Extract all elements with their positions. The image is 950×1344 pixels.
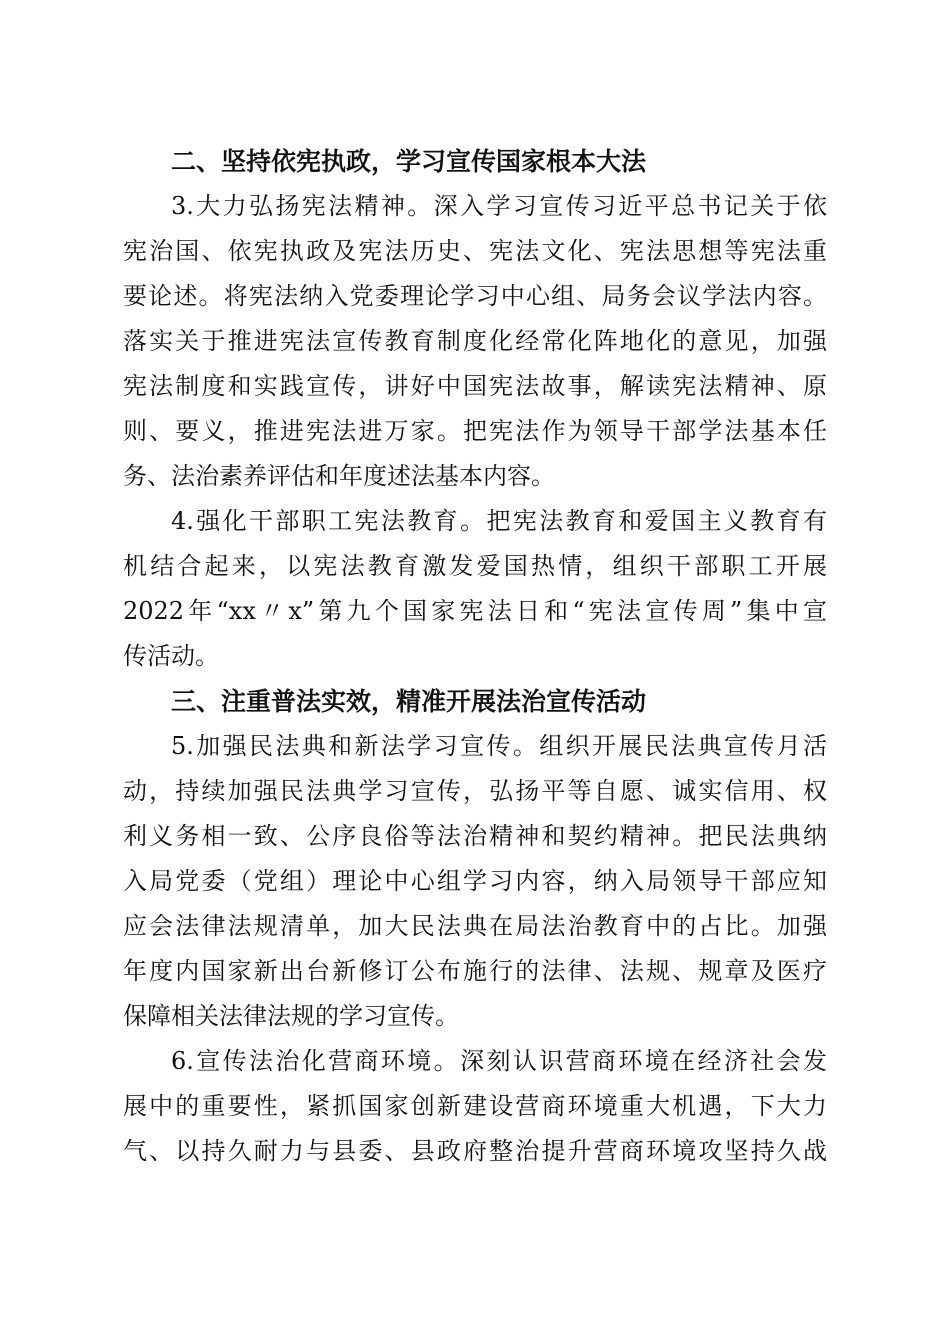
paragraph-line: 宪治国、依宪执政及宪法历史、宪法文化、宪法思想等宪法重	[123, 237, 827, 265]
paragraph-line: 5.加强民法典和新法学习宣传。组织开展民法典宣传月活	[171, 732, 827, 760]
section-heading-2: 二、坚持依宪执政，学习宣传国家根本大法	[171, 147, 647, 176]
paragraph-line: 利义务相一致、公序良俗等法治精神和契约精神。把民法典纳	[123, 822, 827, 850]
paragraph-line: 则、要义，推进宪法进万家。把宪法作为领导干部学法基本任	[123, 417, 827, 445]
paragraph-line: 要论述。将宪法纳入党委理论学习中心组、局务会议学法内容。	[123, 282, 827, 310]
paragraph-line: 6.宣传法治化营商环境。深刻认识营商环境在经济社会发	[171, 1047, 827, 1075]
paragraph-line: 传活动。	[123, 642, 219, 670]
paragraph-line: 2022年“xx〃x”第九个国家宪法日和“宪法宣传周”集中宣	[123, 597, 827, 625]
paragraph-line: 动，持续加强民法典学习宣传，弘扬平等自愿、诚实信用、权	[123, 777, 827, 805]
paragraph-line: 3.大力弘扬宪法精神。深入学习宣传习近平总书记关于依	[171, 192, 827, 220]
paragraph-4	[123, 499, 827, 679]
paragraph-line: 气、以持久耐力与县委、县政府整治提升营商环境攻坚持久战	[123, 1137, 827, 1165]
paragraph-5	[123, 724, 827, 1039]
paragraph-line: 落实关于推进宪法宣传教育制度化经常化阵地化的意见，加强	[123, 327, 827, 355]
paragraph-line: 保障相关法律法规的学习宣传。	[123, 1002, 459, 1030]
paragraph-line: 入局党委（党组）理论中心组学习内容，纳入局领导干部应知	[123, 867, 827, 895]
paragraph-line: 机结合起来，以宪法教育激发爱国热情，组织干部职工开展	[123, 552, 827, 580]
paragraph-line: 4.强化干部职工宪法教育。把宪法教育和爱国主义教育有	[171, 507, 827, 535]
paragraph-line: 应会法律法规清单，加大民法典在局法治教育中的占比。加强	[123, 912, 827, 940]
section-heading-3: 三、注重普法实效，精准开展法治宣传活动	[171, 687, 647, 716]
paragraph-line: 展中的重要性，紧抓国家创新建设营商环境重大机遇，下大力	[123, 1092, 827, 1120]
paragraph-line: 年度内国家新出台新修订公布施行的法律、法规、规章及医疗	[123, 957, 827, 985]
paragraph-6	[123, 1039, 827, 1174]
paragraph-line: 宪法制度和实践宣传，讲好中国宪法故事，解读宪法精神、原	[123, 372, 827, 400]
paragraph-3	[123, 184, 827, 499]
document-body	[123, 139, 827, 1174]
paragraph-line: 务、法治素养评估和年度述法基本内容。	[123, 462, 555, 490]
